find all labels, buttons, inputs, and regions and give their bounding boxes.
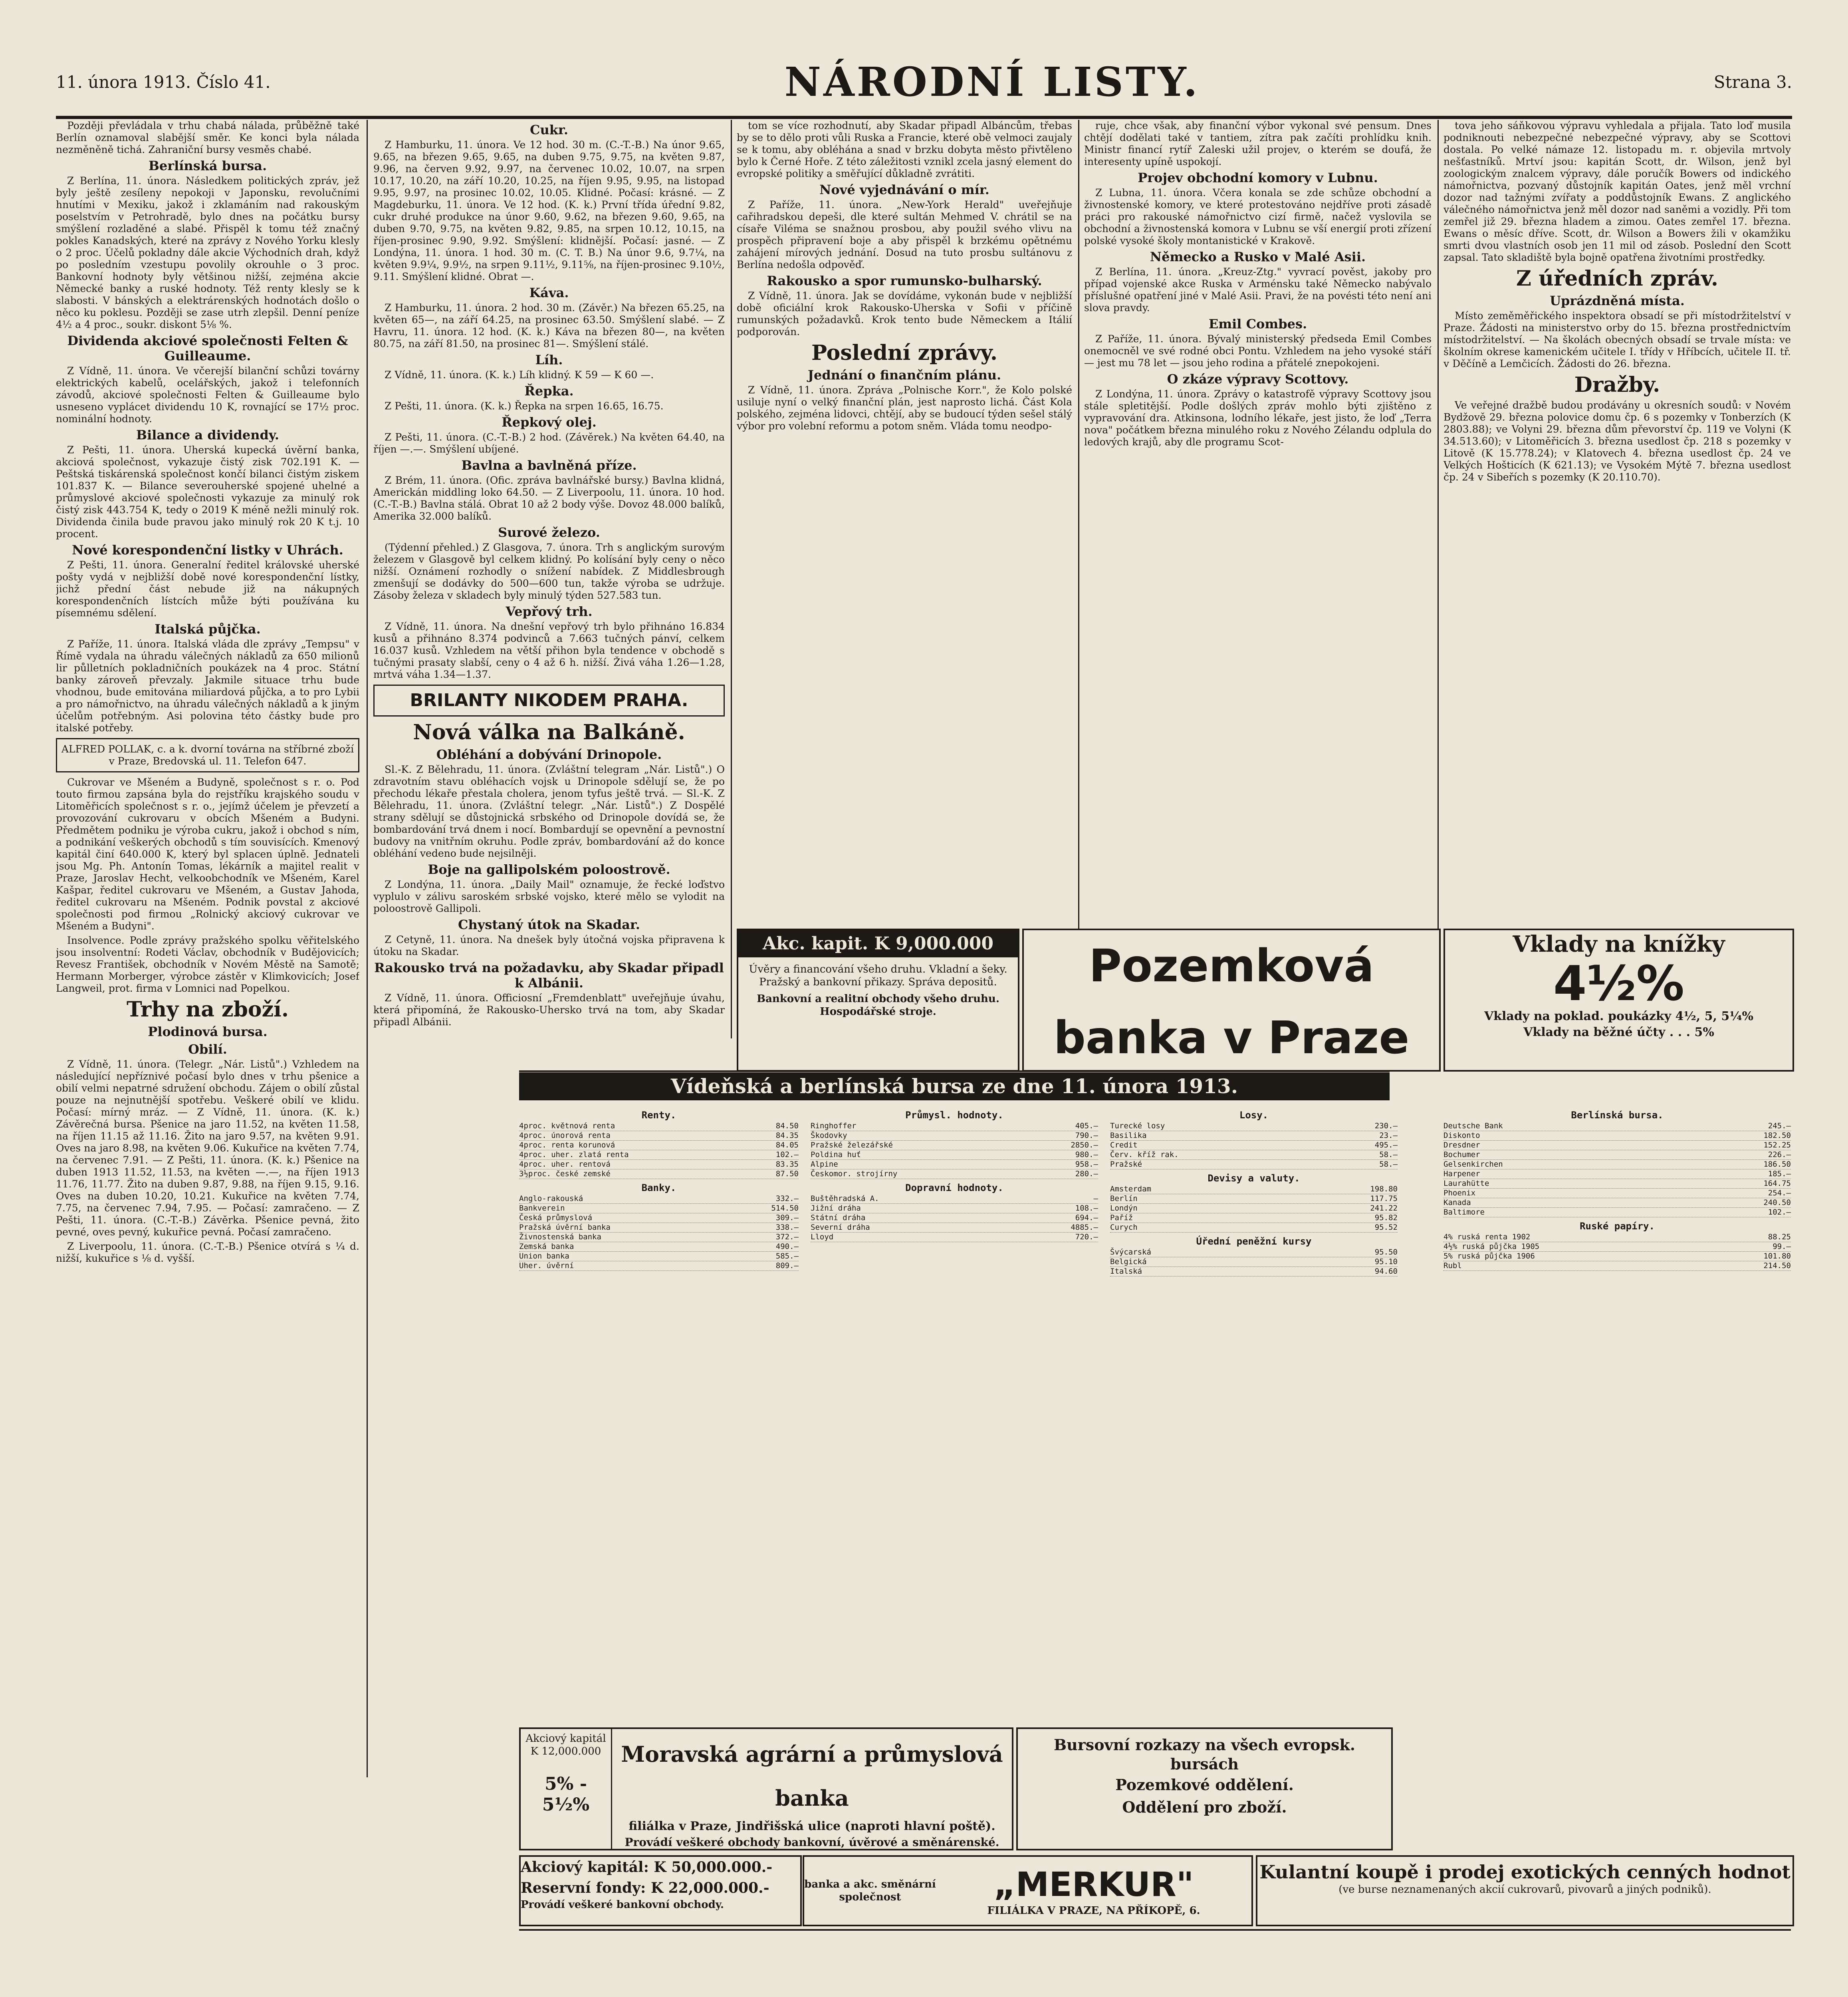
- heading-pig-market: Vepřový trh.: [506, 604, 593, 619]
- table-rule: [519, 1070, 1390, 1072]
- quote-row: [1444, 1233, 1791, 1242]
- ad-merkur-branch: FILIÁLKA V PRAZE, NA PŘÍKOPĚ, 6.: [987, 1905, 1200, 1917]
- heading-coffee: Káva.: [529, 285, 569, 300]
- ad-moravska-services: Provádí veškeré obchody bankovní, úvěrové a směnárenské.: [625, 1836, 999, 1849]
- quote-name: 5% ruská půjčka 1906: [1444, 1252, 1535, 1261]
- heading-romanian-dispute: Rakousko a spor rumunsko-bulharský.: [767, 273, 1042, 288]
- section-transport: Dopravní hodnoty.: [905, 1182, 1003, 1193]
- article-dividend: Z Vídně, 11. února. Ve včerejší bilanční schůzi továrny elektrických kabelů, ocelářských, jakož i telefonních závodů, akciové společnosti Felten & Guilleaume bylo usneseno vyplácet dividendu 10 K, rovnající se 17½ proc. nominální hodnoty.: [56, 365, 359, 425]
- quote-value: 58.—: [1379, 1150, 1398, 1159]
- heading-commodity-markets: Trhy na zboží.: [127, 997, 289, 1022]
- ad-merkur-services: Provádí veškeré bankovní obchody.: [521, 1899, 724, 1911]
- quote-row: [519, 1233, 799, 1242]
- article-coffee: Z Hamburku, 11. února. 2 hod. 30 m. (Závěr.) Na březen 65.25, na květen 65—, na září 64.25, na prosinec 63.50. Smýšlení slabé. — Z Havru, 11. února. 12 hod. (K. k.) Káva na březen 80—, na květen 80.75, na září 81.50, na prosinec 81—. Smýšlení stálé.: [373, 302, 725, 349]
- currencies-list: [1110, 1185, 1398, 1233]
- quote-value: 84.35: [775, 1131, 799, 1140]
- heading-emil-combes: Emil Combes.: [1208, 316, 1307, 332]
- quote-name: Laurahütte: [1444, 1179, 1489, 1188]
- quote-row: [811, 1194, 1098, 1204]
- heading-rapeseed-oil: Řepkový olej.: [502, 415, 597, 430]
- newspaper-title: NÁRODNÍ LISTY.: [784, 58, 1200, 105]
- quote-name: Pražské železářské: [811, 1141, 893, 1149]
- quote-value: 332.—: [775, 1194, 799, 1203]
- quote-row: [519, 1131, 799, 1141]
- quote-row: [811, 1150, 1098, 1160]
- quote-row: [1444, 1141, 1791, 1150]
- quote-value: 2850.—: [1071, 1141, 1098, 1149]
- ad-bursovni-line-1: Bursovní rozkazy na všech evropsk. bursách: [1054, 1736, 1355, 1773]
- quote-name: Severní dráha: [811, 1223, 870, 1232]
- article-pig-market: Z Vídně, 11. února. Na dnešní vepřový trh bylo přihnáno 16.834 kusů a přihnáno 8.374 podvinců a 7.663 tučných pánví, celkem 16.037 kusů. Vzhledem na větší přihon byla tendence v obchodě s tučnými prasaty slabší, ceny o 4 až 6 h. nižší. Živá váha 1.26—1.28, mrtvá váha 1.34—1.37.: [373, 621, 725, 680]
- ad-merkur-title: „MERKUR": [993, 1865, 1194, 1904]
- quote-value: 240.50: [1763, 1198, 1791, 1207]
- article-balkan-war: Sl.-K. Z Bělehradu, 11. února. (Zvláštní telegram „Nár. Listů".) O zdravotním stavu obléhacích vojsk u Drinopole sdělují se, že po přechodu lékaře přestala cholera, jenom tyfus ještě trvá. — Sl.-K. Z Bělehradu, 11. února. (Zvláštní telegr. „Nár. Listů".) Z Dospělé strany sdělují se důstojnická srbského od Drinopole dovídá se, že bombardování trvá dnem i nocí. Bombardují se opevnění a pevnostní budovy na vnitřním okruhu. Podle zpráv, bombardování až do konce obléhání vedeno bude nejsilněji.: [373, 764, 725, 859]
- quote-name: Paříž: [1110, 1213, 1133, 1222]
- article-scott-cont: tova jeho sáňkovou výpravu vyhledala a přijala. Tato loď musila podniknouti nebezpečné nebezpečné výpravy, aby se Scottovi dostala. Po velké námaze 12. listopadu m. r. objevila mrtvoly nešťastníků. Mrtví jsou: kapitán Scott, dr. Wilson, jenž byl zoologickým znalcem výpravy, dále poručík Bowers od indického námořnictva, pozvaný důstojník kapitán Oates, jenž měl vrchní dozor nad tažnými zvířaty a poddůstojník Ewans. Z anglického válečného námořnictva jenž měl dozor nad saněmi a vozidly. Při tom zemřel již 29. března hladem a zimou. Oates zemřel 17. března. Ewans o měsíc dříve. Scott, dr. Wilson a Bowers žili v okamžiku smrti dvou vlastních osob jen 11 mil od zásob. Poslední den Scott zapsal. Tato skladiště byla bojně opatřena životními prostředky.: [1444, 120, 1791, 263]
- quote-name: Bochumer: [1444, 1150, 1480, 1159]
- article-liverpool: Z Liverpoolu, 11. února. (C.-T.-B.) Pšenice otvírá s ¼ d. nižší, kukuřice s ⅛ d. vyšší.: [56, 1241, 359, 1264]
- quote-name: Ringhoffer: [811, 1122, 857, 1130]
- column-rule: [1438, 120, 1439, 1038]
- heading-peace-talks: Nové vyjednávání o mír.: [819, 182, 989, 197]
- ad-bursovni-line-2: Pozemkové oddělení.: [1115, 1776, 1294, 1794]
- ad-moravska-rate: 5% - 5½%: [542, 1774, 590, 1815]
- heading-scott: O zkáze výpravy Scottovy.: [1167, 371, 1349, 387]
- heading-latest-news: Poslední zprávy.: [811, 341, 998, 365]
- quote-value: 95.52: [1374, 1223, 1398, 1232]
- quote-value: 182.50: [1763, 1131, 1791, 1140]
- quote-name: Berlín: [1110, 1194, 1138, 1203]
- bourse-table-col-4: [1444, 1106, 1791, 1665]
- article-vacancies: Místo zeměměřického inspektora obsadí se při místodržitelství v Praze. Žádosti na ministerstvo orby do 15. března prostřednictvím místodržitelství. — Na školách obecných obsadí se trvale místa: ve školním okrese kamenickém učitele I. třídy v Hříbcích, učitele II. tř. v Děčíně a Lemčicích. Žádosti do 26. března.: [1444, 310, 1791, 369]
- russian-list: [1444, 1233, 1791, 1271]
- heading-berlin-bourse: Berlínská bursa.: [148, 158, 267, 173]
- quote-value: 490.—: [775, 1242, 799, 1251]
- ad-vklady: [1444, 929, 1794, 1072]
- section-currencies: Devisy a valuty.: [1208, 1173, 1300, 1184]
- industry-list: [811, 1122, 1098, 1179]
- article-insolvency: Insolvence. Podle zprávy pražského spolku věřitelského jsou insolventní: Rodeti Václav, obchodník v Budějovicích; Revesz František, obchodník v Novém Městě na Samotě; Hermann Morberger, výrobce zástěr v Klimkovicích; Josef Langweil, prot. firma v Lomnici nad Popelkou.: [56, 935, 359, 994]
- quote-value: 58.—: [1379, 1160, 1398, 1169]
- quote-row: [519, 1213, 799, 1223]
- article-rapeseed: Z Pešti, 11. února. (K. k.) Řepka na srpen 16.65, 16.75.: [385, 400, 664, 412]
- quote-value: 198.80: [1370, 1185, 1398, 1193]
- page-number: Strana 3.: [1713, 72, 1792, 92]
- transport-list: [811, 1194, 1098, 1242]
- quote-value: 790.—: [1075, 1131, 1098, 1140]
- ad-merkur-bank: banka a akc. směnární společnost: [804, 1878, 936, 1903]
- article-postcards: Z Pešti, 11. února. Generalní ředitel královské uherské pošty vydá v nejbližší době nové korespondenční lístky, jichž přední část nebude již na nákupných korespondenčních lístcích může býti používána ku písemnému sdělení.: [56, 559, 359, 619]
- quote-row: [519, 1204, 799, 1213]
- story-rule: [519, 1929, 1791, 1931]
- quote-row: [519, 1160, 799, 1169]
- column-rule: [1078, 120, 1079, 1038]
- quote-name: Londýn: [1110, 1204, 1138, 1213]
- ad-pozemkova-title: Pozemková banka v Praze: [1053, 940, 1410, 1064]
- ad-capital-services: Úvěry a financování všeho druhu. Vkladní a šeky. Pražský a bankovní přikazy. Správa depositů.: [749, 963, 1007, 988]
- bourse-table-title: Vídeňská a berlínská bursa ze dne 11. února 1913.: [519, 1072, 1390, 1100]
- quote-value: 372.—: [775, 1233, 799, 1241]
- quote-name: Deutsche Bank: [1444, 1122, 1503, 1130]
- ad-pozemkova-banka: [1022, 929, 1441, 1072]
- quote-value: 88.25: [1768, 1233, 1791, 1241]
- quote-row: [519, 1169, 799, 1179]
- quote-value: 226.—: [1768, 1150, 1791, 1159]
- bourse-table-col-3: [1110, 1106, 1398, 1665]
- quote-name: Živnostenská banka: [519, 1233, 601, 1241]
- heading-produce-bourse: Plodinová bursa.: [148, 1024, 268, 1039]
- heading-grain: Obilí.: [188, 1042, 227, 1057]
- ad-capital-services-2: Bankovní a realitní obchody všeho druhu. Hospodářské stroje.: [757, 993, 999, 1018]
- quote-value: 214.50: [1763, 1261, 1791, 1270]
- article-gallipoli: Z Londýna, 11. února. „Daily Mail" oznamuje, že řecké loďstvo vyplulo v zálivu saroském srbské vojsko, které mělo se vylodit na poloostrově Gallipoli.: [373, 879, 725, 914]
- quote-name: Česká průmyslová: [519, 1213, 593, 1222]
- quote-row: [1444, 1160, 1791, 1169]
- quote-value: 99.—: [1773, 1242, 1791, 1251]
- article-sugar: Z Hamburku, 11. února. Ve 12 hod. 30 m. (C.-T.-B.) Na únor 9.65, 9.65, na březen 9.65, 9.65, na duben 9.75, 9.75, na květen 9.87, 9.96, na červen 9.92, 9.97, na červenec 10.02, 10.07, na srpen 10.17, 10.20, na září 10.20, 10.25, na říjen 9.95, 9.95, na listopad 9.95, 9.97, na prosinec 10.02, 10.05. Klidné. Počasí: krásné. — Z Magdeburku, 11. února. Ve 12 hod. (K. k.) První třída úřední 9.82, cukr druhé produkce na únor 9.60, 9.62, na březen 9.60, 9.65, na duben 9.70, 9.75, na květen 9.82, 9.85, na srpen 10.12, 10.15, na říjen-prosinec 9.90, 9.92. Smýšlení: klidnější. Počasí: jasné. — Z Londýna, 11. února. 1 hod. 30 m. (C. T. B.) Na únor 9.6, 9.7¼, na květen 9.9¼, 9.9½, na srpen 9.11½, 9.11⅝, na říjen-prosinec 9.10½, 9.11. Smýšlení klidné. Obrat —.: [373, 139, 725, 282]
- quote-value: 585.—: [775, 1252, 799, 1261]
- heading-gallipoli: Boje na gallipolském poloostrově.: [428, 862, 670, 877]
- section-russian-papers: Ruské papíry.: [1580, 1221, 1655, 1232]
- banks-list: [519, 1194, 799, 1271]
- article-spirit: Z Vídně, 11. února. (K. k.) Líh klidný. K 59 — K 60 —.: [385, 369, 654, 381]
- heading-vacancies: Uprázdněná místa.: [1550, 293, 1685, 308]
- article-sugar-factory: Cukrovar ve Mšeném a Budyně, společnost s r. o. Pod touto firmou zapsána byla do rejstříku krajského soudu v Litoměřicích společnost s r. o., jejímž účelem je převzetí a provozování cukrovaru v obcích Mšeném a Budyni. Předmětem podniku je výroba cukru, jakož i obchod s ním, a podnikání veškerých obchodů s tím souvisících. Kmenový kapitál činí 640.000 K, který byl splacen úplně. Jednateli jsou Mg. Ph. Antonín Tomas, lékárník a majitel realit v Praze, Jaroslav Hecht, velkoobchodník ve Mšeném, Karel Kašpar, ředitel cukrovaru ve Mšeném, a Gustav Jahoda, ředitel cukrovaru na Mšeném. Podnik povstal z akciové společnosti pod firmou „Rolnický akciový cukrovar ve Mšeném a Budyni".: [56, 776, 359, 932]
- quote-value: 254.—: [1768, 1189, 1791, 1197]
- quote-value: 185.—: [1768, 1169, 1791, 1178]
- quote-row: [1444, 1150, 1791, 1160]
- rents-list: [519, 1122, 799, 1179]
- quote-value: 87.50: [775, 1169, 799, 1178]
- quote-name: Škodovky: [811, 1131, 847, 1140]
- section-berlin-bourse: Berlínská bursa.: [1571, 1110, 1664, 1121]
- quote-row: [811, 1122, 1098, 1131]
- quote-row: [1444, 1208, 1791, 1217]
- ad-vklady-rate: 4½%: [1553, 956, 1684, 1012]
- quote-value: 102.—: [775, 1150, 799, 1159]
- quote-row: [519, 1242, 799, 1252]
- quote-row: [1444, 1122, 1791, 1131]
- heading-sugar: Cukr.: [530, 122, 568, 137]
- quote-value: 4885.—: [1071, 1223, 1098, 1232]
- section-industry: Průmysl. hodnoty.: [905, 1110, 1003, 1121]
- quote-name: Baltimore: [1444, 1208, 1485, 1217]
- quote-row: [811, 1204, 1098, 1213]
- quote-row: [1110, 1131, 1398, 1141]
- quote-row: [811, 1213, 1098, 1223]
- quote-name: 4proc. uher. rentová: [519, 1160, 611, 1169]
- quote-row: [519, 1150, 799, 1160]
- heading-spirit: Líh.: [535, 352, 563, 367]
- heading-germany-russia: Německo a Rusko v Malé Asii.: [1150, 249, 1366, 264]
- column-4: [1084, 120, 1432, 1026]
- quote-name: Basilika: [1110, 1131, 1147, 1140]
- quote-value: 980.—: [1075, 1150, 1098, 1159]
- ad-merkur-capital-2: Reservní fondy: K 22,000.000.-: [521, 1880, 769, 1896]
- heading-scutari-attack: Chystaný útok na Skadar.: [458, 917, 640, 932]
- quote-row: [1110, 1267, 1398, 1276]
- section-official-rates: Úřední peněžní kursy: [1196, 1236, 1312, 1247]
- lots-list: [1110, 1122, 1398, 1169]
- quote-name: 3½proc. české zemské: [519, 1169, 611, 1178]
- quote-name: Amsterdam: [1110, 1185, 1151, 1193]
- article-lubno-chamber: Z Lubna, 11. února. Včera konala se zde schůze obchodní a živnostenské komory, ve které protestováno nejdříve proti zásadě práci pro rakouské námořnictvo cizí firmě, načež vyslovila se obchodní a živnostenská komora v Lubnu se vší energií proti zřízení polské vysoké školy montanistické v Krakově.: [1084, 187, 1432, 246]
- quote-name: Uher. úvěrní: [519, 1261, 574, 1270]
- quote-value: 186.50: [1763, 1160, 1791, 1169]
- quote-row: [1110, 1122, 1398, 1131]
- quote-name: 4proc. květnová renta: [519, 1122, 615, 1130]
- quote-value: 102.—: [1768, 1208, 1791, 1217]
- quote-row: [811, 1160, 1098, 1169]
- ad-vklady-line-1: Vklady na poklad. poukázky 4½, 5, 5¼%: [1484, 1009, 1754, 1023]
- article-peace-talks: Z Paříže, 11. února. „New-York Herald" uveřejňuje cařihradskou depeši, dle které sultán Mehmed V. chrátil se na císaře Viléma se snažnou prosbou, aby použil svého vlivu na prospěch připravení boje a aby přispěl k brzkému opětnému zahájení mírových jednání. Dosud na tuto prosbu sultánovu z Berlína nedošla odpověď.: [737, 199, 1072, 270]
- heading-official-news: Z úředních zpráv.: [1516, 266, 1718, 291]
- quote-name: Buštěhradská A.: [811, 1194, 879, 1203]
- quote-name: Poldina huť: [811, 1150, 861, 1159]
- quote-name: 4proc. renta korunová: [519, 1141, 615, 1149]
- ad-capital-title: Akc. kapit. K 9,000.000: [738, 930, 1018, 957]
- quote-name: Phoenix: [1444, 1189, 1476, 1197]
- quote-row: [519, 1194, 799, 1204]
- article-finance-plan: Z Vídně, 11. února. Zpráva „Polnische Korr.", že Kolo polské usiluje nyní o velký finanční plán, jest naprosto lichá. Část Kola polského, zejména lidovci, chtějí, aby se budoucí týden sešel stálý výbor pro volební reformu a potom sněm. Vláda tomu neodpo-: [737, 384, 1072, 432]
- quote-name: Jižní dráha: [811, 1204, 861, 1213]
- quote-row: [811, 1141, 1098, 1150]
- masthead: [56, 48, 1792, 119]
- bourse-table-col-1: [519, 1106, 799, 1665]
- heading-postcards: Nové korespondenční listky v Uhrách.: [72, 542, 343, 558]
- ad-moravska-capital: Akciový kapitál K 12,000.000: [525, 1733, 606, 1757]
- article-italian-loan: Z Paříže, 11. února. Italská vláda dle zprávy „Tempsu" v Římě vydala na úhradu válečných nákladů za 650 milionů lir půlletních pokladničních poukázek na 4 proc. Státní banky zároveň převzaly. Jakmile situace trhu bude vhodnou, bude emitována miliardová půjčka, a to pro Lybii a pro námořnictvo, na úhradu válečných nákladů a k jiným účelům potřebným. Asi polovina této částky bude pro italské potřeby.: [56, 638, 359, 734]
- quote-row: [1110, 1248, 1398, 1257]
- quote-name: Italská: [1110, 1267, 1142, 1276]
- article-cotton: Z Brém, 11. února. (Ofic. zpráva bavlnářské bursy.) Bavlna klidná, Americkán middling loko 64.50. — Z Liverpoolu, 11. února. 10 hod. (C.-T.-B.) Bavlna stálá. Obrat 10 až 2 body výše. Dovoz 48.000 balíků, Amerika 32.000 balíků.: [373, 474, 725, 522]
- quote-name: Turecké losy: [1110, 1122, 1165, 1130]
- section-banks: Banky.: [641, 1182, 676, 1193]
- quote-row: [811, 1223, 1098, 1233]
- quote-value: 117.75: [1370, 1194, 1398, 1203]
- quote-row: [1444, 1189, 1791, 1198]
- column-1: [56, 120, 359, 1769]
- quote-name: Diskonto: [1444, 1131, 1480, 1140]
- ad-brilanty: BRILANTY NIKODEM PRAHA.: [373, 685, 725, 717]
- quote-value: 23.—: [1379, 1131, 1398, 1140]
- quote-value: 101.80: [1763, 1252, 1791, 1261]
- ad-kulantni-title: Kulantní koupě i prodej exotických cenných hodnot: [1259, 1861, 1790, 1883]
- ad-moravska-banka: [519, 1727, 1013, 1850]
- ad-bursovni-rozkazy: [1016, 1727, 1393, 1850]
- quote-row: [519, 1223, 799, 1233]
- quote-name: Anglo-rakouská: [519, 1194, 583, 1203]
- ad-moravska-title: Moravská agrární a průmyslová banka: [621, 1741, 1003, 1811]
- quote-name: Curych: [1110, 1223, 1138, 1232]
- quote-name: Gelsenkirchen: [1444, 1160, 1503, 1169]
- bourse-table-col-2: [811, 1106, 1098, 1665]
- quote-row: [811, 1169, 1098, 1179]
- quote-name: 4proc. uher. zlatá renta: [519, 1150, 629, 1159]
- quote-row: [519, 1252, 799, 1261]
- article-austria-scutari: Z Vídně, 11. února. Officiosní „Fremdenblatt" uveřejňuje úvahu, která připomíná, že Rakousko-Uhersko trvá na tom, aby Skadar připadl Albánii.: [373, 992, 725, 1028]
- article-pig-iron: (Týdenní přehled.) Z Glasgova, 7. února. Trh s anglickým surovým železem v Glasgově byl celkem klidný. Po kolísání byly ceny o něco nižší. Oznámení rozhodly o snížení nabídek. Z Middlesbrough zmenšují se dodávky do 500—600 tun, takže výroba se udržuje. Zásoby železa v skladech byly minulý týden 527.583 tun.: [373, 542, 725, 601]
- article-rapeseed-oil: Z Pešti, 11. února. (C.-T.-B.) 2 hod. (Závěrek.) Na květen 64.40, na říjen —.—. Smýšlení ubíjené.: [373, 431, 725, 455]
- quote-name: Belgická: [1110, 1257, 1147, 1266]
- quote-value: 958.—: [1075, 1160, 1098, 1169]
- issue-date: 11. února 1913. Číslo 41.: [56, 72, 271, 92]
- ad-moravska-main: [612, 1729, 1012, 1849]
- quote-name: Credit: [1110, 1141, 1138, 1149]
- article-scutari-attack: Z Cetyně, 11. února. Na dnešek byly útočná vojska připravena k útoku na Skadar.: [373, 934, 725, 957]
- heading-italian-loan: Italská půjčka.: [155, 621, 261, 637]
- quote-value: 338.—: [775, 1223, 799, 1232]
- quote-row: [1110, 1160, 1398, 1169]
- column-3: [737, 120, 1072, 1026]
- quote-value: 405.—: [1075, 1122, 1098, 1130]
- heading-dividend: Dividenda akciové společnosti Felten & Guilleaume.: [67, 333, 348, 363]
- quote-value: 84.05: [775, 1141, 799, 1149]
- quote-row: [519, 1261, 799, 1271]
- quote-value: 495.—: [1374, 1141, 1398, 1149]
- ad-merkur-capital-1: Akciový kapitál: K 50,000.000.-: [521, 1859, 773, 1876]
- quote-row: [1444, 1252, 1791, 1261]
- ad-moravska-side: [521, 1729, 612, 1849]
- quote-name: Rubl: [1444, 1261, 1462, 1270]
- quote-name: Českomor. strojírny: [811, 1169, 898, 1178]
- quote-name: Bankverein: [519, 1204, 565, 1213]
- article-romanian-dispute: Z Vídně, 11. února. Jak se dovídáme, vykonán bude v nejbližší době oficiální krok Rakousko-Uherska v Sofii v příčině rumunských požadavků. Krok tento bude Německem a Itálií podporován.: [737, 290, 1072, 337]
- quote-name: Pražská úvěrní banka: [519, 1223, 611, 1232]
- quote-value: 230.—: [1374, 1122, 1398, 1130]
- quote-row: [1110, 1213, 1398, 1223]
- heading-pig-iron: Surové železo.: [498, 525, 600, 540]
- quote-row: [1110, 1141, 1398, 1150]
- heading-balkan-war: Nová válka na Balkáně.: [413, 720, 685, 744]
- quote-value: 83.35: [775, 1160, 799, 1169]
- quote-value: 514.50: [771, 1204, 799, 1213]
- subheading-adrianople: Obléhání a dobývání Drinopole.: [436, 747, 662, 762]
- ad-kulantni: [1256, 1855, 1794, 1926]
- quote-name: Union banka: [519, 1252, 569, 1261]
- ad-kulantni-sub: (ve burse neznamenaných akcií cukrovarů, pivovarů a jiných podniků).: [1338, 1884, 1711, 1896]
- article-auctions: Ve veřejné dražbě budou prodávány u okresních soudů: v Novém Bydžově 29. března polovice domu čp. 6 s pozemky v Tonberzích (K 2803.88); ve Volyni 29. března dům převorství čp. 119 ve Volyni (K 34.513.60); v Litoměřicích 3. března usedlost čp. 218 s pozemky v Litově (K 15.778.24); v Klatovech 4. března usedlost čp. 24 ve Velkých Hošticích (K 621.13); ve Vysokém Mýtě 7. března usedlost čp. 24 v Sibeřích s pozemky (K 20.110.70).: [1444, 399, 1791, 483]
- section-lots: Losy.: [1239, 1110, 1269, 1121]
- quote-name: Harpener: [1444, 1169, 1480, 1178]
- quote-row: [1444, 1179, 1791, 1189]
- ad-vklady-title: Vklady na knížky: [1513, 931, 1725, 957]
- quote-name: Červ. kříž rak.: [1110, 1150, 1179, 1159]
- quote-value: 94.60: [1374, 1267, 1398, 1276]
- quote-name: 4½% ruská půjčka 1905: [1444, 1242, 1540, 1251]
- quote-value: 95.10: [1374, 1257, 1398, 1266]
- quote-value: 152.25: [1763, 1141, 1791, 1149]
- ad-vklady-line-2: Vklady na běžné účty . . . 5%: [1523, 1025, 1714, 1039]
- article-balances: Z Pešti, 11. února. Uherská kupecká úvěrní banka, akciová společnost, vykazuje čistý zisk 702.191 K. — Peštská tiskárenská společnost končí bilanci čistým ziskem 101.837 K. — Bilance severouherské spojené uhelné a průmyslové akciové společnosti vykazuje za minulý rok čistý zisk 443.754 K, tedy o 2019 K méně nežli minulý rok. Dividenda činila bude pravou jako minulý rok 20 K t.j. 10 procent.: [56, 444, 359, 540]
- official-rates-list: [1110, 1248, 1398, 1276]
- quote-row: [1110, 1257, 1398, 1267]
- article-scott: Z Londýna, 11. února. Zprávy o katastrofě výpravy Scottovy jsou stále spletitější. Podle došlých zpráv mohlo býti zjištěno z vypravování dra. Atkinsona, lodního lékaře, jest jisto, že loď „Terra nova" počátkem března minulého roku z Nového Zélandu odplula do ledových krajů, aby dle programu Scot-: [1084, 388, 1432, 448]
- article-germany-russia: Z Berlína, 11. února. „Kreuz-Ztg." vyvrací pověst, jakoby pro případ vojenské akce Ruska v Arménsku také Německo nabývalo příslušné opatření jiné v Malé Asii. Pravi, že na povésti této není ani slova pravdy.: [1084, 266, 1432, 314]
- quote-value: 309.—: [775, 1213, 799, 1222]
- column-rule: [367, 120, 368, 1777]
- quote-name: Zemská banka: [519, 1242, 574, 1251]
- quote-name: 4proc. únorová renta: [519, 1131, 611, 1140]
- quote-value: 694.—: [1075, 1213, 1098, 1222]
- quote-name: Švýcarská: [1110, 1248, 1151, 1257]
- quote-value: 164.75: [1763, 1179, 1791, 1188]
- quote-value: 720.—: [1075, 1233, 1098, 1241]
- quote-name: 4% ruská renta 1902: [1444, 1233, 1531, 1241]
- ad-pollak: ALFRED POLLAK, c. a k. dvorní továrna na stříbrné zboží v Praze, Bredovská ul. 11. Telefon 647.: [56, 738, 359, 772]
- quote-row: [1110, 1150, 1398, 1160]
- quote-row: [811, 1131, 1098, 1141]
- quote-row: [519, 1122, 799, 1131]
- heading-finance-plan: Jednání o finančním plánu.: [807, 367, 1001, 383]
- article-scutari-cont: tom se více rozhodnutí, aby Skadar připadl Albáncům, třebas by se to dělo proti vůli Ruska a Francie, které obě velmoci zaujaly se k tomu, aby obléhána a snad v brzku dobyta město přivtěleno bylo k Černé Hoře. Z této záležitosti vznikl zcela jasný element do evropské politiky a směřující důkladně zvrátiti.: [737, 120, 1072, 179]
- quote-name: Lloyd: [811, 1233, 834, 1241]
- quote-value: 95.50: [1374, 1248, 1398, 1257]
- quote-value: 84.50: [775, 1122, 799, 1130]
- heading-rapeseed: Řepka.: [524, 383, 574, 399]
- column-rule: [731, 120, 732, 1038]
- quote-row: [1444, 1131, 1791, 1141]
- quote-name: Státní dráha: [811, 1213, 866, 1222]
- quote-value: 241.22: [1370, 1204, 1398, 1213]
- quote-name: Alpine: [811, 1160, 838, 1169]
- quote-value: 280.—: [1075, 1169, 1098, 1178]
- ad-bursovni-line-3: Oddělení pro zboží.: [1122, 1798, 1287, 1816]
- quote-row: [1110, 1223, 1398, 1233]
- quote-value: 245.—: [1768, 1122, 1791, 1130]
- column-5: [1444, 120, 1791, 1026]
- article-grain: Z Vídně, 11. února. (Telegr. „Nár. Listů".) Vzhledem na následující nepříznivé počasí bylo dnes v trhu pšenice a obilí velmi nepatrné sdružení obchodu. Zájem o obilí zůstal pouze na nejnutnější spotřebu. Veškeré obilí ve klidu. Počasí: mírný mráz. — Z Vídně, 11. února. (K. k.) Závěrečná bursa. Pšenice na jaro 11.52, na květen 11.58, na říjen 11.15 až 11.16. Žito na jaro 9.57, na květen 9.91. Oves na jaro 8.98, na květen 9.06. Kukuřice na květen 7.74, na červenec 7.91. — Z Pešti, 11. února. (K. k.) Pšenice na duben 1913 11.52, 11.53, na květen —.—, na říjen 1913 11.76, 11.77. Žito na duben 9.87, 9.88, na říjen 9.15, 9.16. Oves na duben 10.20, 10.21. Kukuřice na květen 7.74, 7.75, na červenec 7.94, 7.95. — Počasí: zamračeno. — Z Pešti, 11. února. (C.-T.-B.) Závěrka. Pšenice pevná, žito pevné, oves pevný, kukuřice pevná. Počasí zamračeno.: [56, 1058, 359, 1238]
- article-emil-combes: Z Paříže, 11. února. Bývalý ministerský předseda Emil Combes onemocněl ve své rodné obci Pontu. Vzhledem na jeho vysoké stáří — jest mu 78 let — jsou jeho rodina a přátelé znepokojeni.: [1084, 333, 1432, 369]
- article-berlin-bourse: Z Berlína, 11. února. Následkem politických zpráv, jež byly ještě zesíleny nepokoji v Japonsku, revolučními hnutími v Mexiku, jakož i zklamáním nad rakouským poselstvím v Petrohradě, bylo dnes na počátku bursy smýšlení rozladěné a slabé. Přispěl k tomu též značný pokles Kanadských, které na zprávy z Nového Yorku klesly o 2 proc. Účelů pokladny dále akcie Východních drah, když po posledním vzestupu povolily okrouhle o 3 proc. Bankovní hodnoty byly většinou nižší, zejména akcie Německé banky a ruské hodnoty. Též renty klesly se k slabosti. V bánských a elektrárenských hodnotách došlo o něco ku poklesu. Později se zase utrh zlepšil. Denní peníze 4½ a 4 proc., soukr. diskont 5⅛ %.: [56, 175, 359, 330]
- quote-row: [1110, 1204, 1398, 1213]
- quote-row: [1444, 1198, 1791, 1208]
- heading-austria-scutari: Rakousko trvá na požadavku, aby Skadar připadl k Albánii.: [374, 960, 724, 991]
- quote-value: —: [1093, 1194, 1098, 1203]
- quote-row: [811, 1233, 1098, 1242]
- quote-value: 95.82: [1374, 1213, 1398, 1222]
- ad-merkur: [803, 1855, 1253, 1926]
- heading-balances: Bilance a dividendy.: [136, 427, 279, 443]
- quote-row: [1110, 1194, 1398, 1204]
- heading-auctions: Dražby.: [1574, 373, 1660, 397]
- berlin-list: [1444, 1122, 1791, 1217]
- ad-moravska-branch: filiálka v Praze, Jindřišská ulice (naproti hlavní poště).: [629, 1819, 995, 1833]
- quote-name: Pražské: [1110, 1160, 1142, 1169]
- section-rents: Renty.: [641, 1110, 676, 1121]
- ad-merkur-capital: [519, 1855, 802, 1926]
- heading-cotton: Bavlna a bavlněná příze.: [461, 458, 637, 473]
- quote-row: [1110, 1185, 1398, 1194]
- quote-row: [519, 1141, 799, 1150]
- heading-lubno-chamber: Projev obchodní komory v Lubnu.: [1138, 170, 1378, 185]
- quote-row: [1444, 1242, 1791, 1252]
- bourse-intro: Později převládala v trhu chabá nálada, průběžně také Berlín oznamoval slabější směr. Ke konci byla nálada nezměněně tichá. Zahraniční bursy vesměs chabé.: [56, 120, 359, 155]
- quote-value: 108.—: [1075, 1204, 1098, 1213]
- quote-row: [1444, 1261, 1791, 1271]
- ad-banka-akc-kapital: [737, 929, 1019, 1072]
- quote-name: Kanada: [1444, 1198, 1471, 1207]
- quote-name: Dresdner: [1444, 1141, 1480, 1149]
- article-finance-cont: ruje, chce však, aby finanční výbor vykonal své pensum. Dnes chtějí dodělati také v tantiem, zítra pak začíti prohlídku knih. Ministr financí rytíř Zaleski užil projev, o kterém se doufá, že interesenty upíně uspokojí.: [1084, 120, 1432, 167]
- quote-row: [1444, 1169, 1791, 1179]
- quote-value: 809.—: [775, 1261, 799, 1270]
